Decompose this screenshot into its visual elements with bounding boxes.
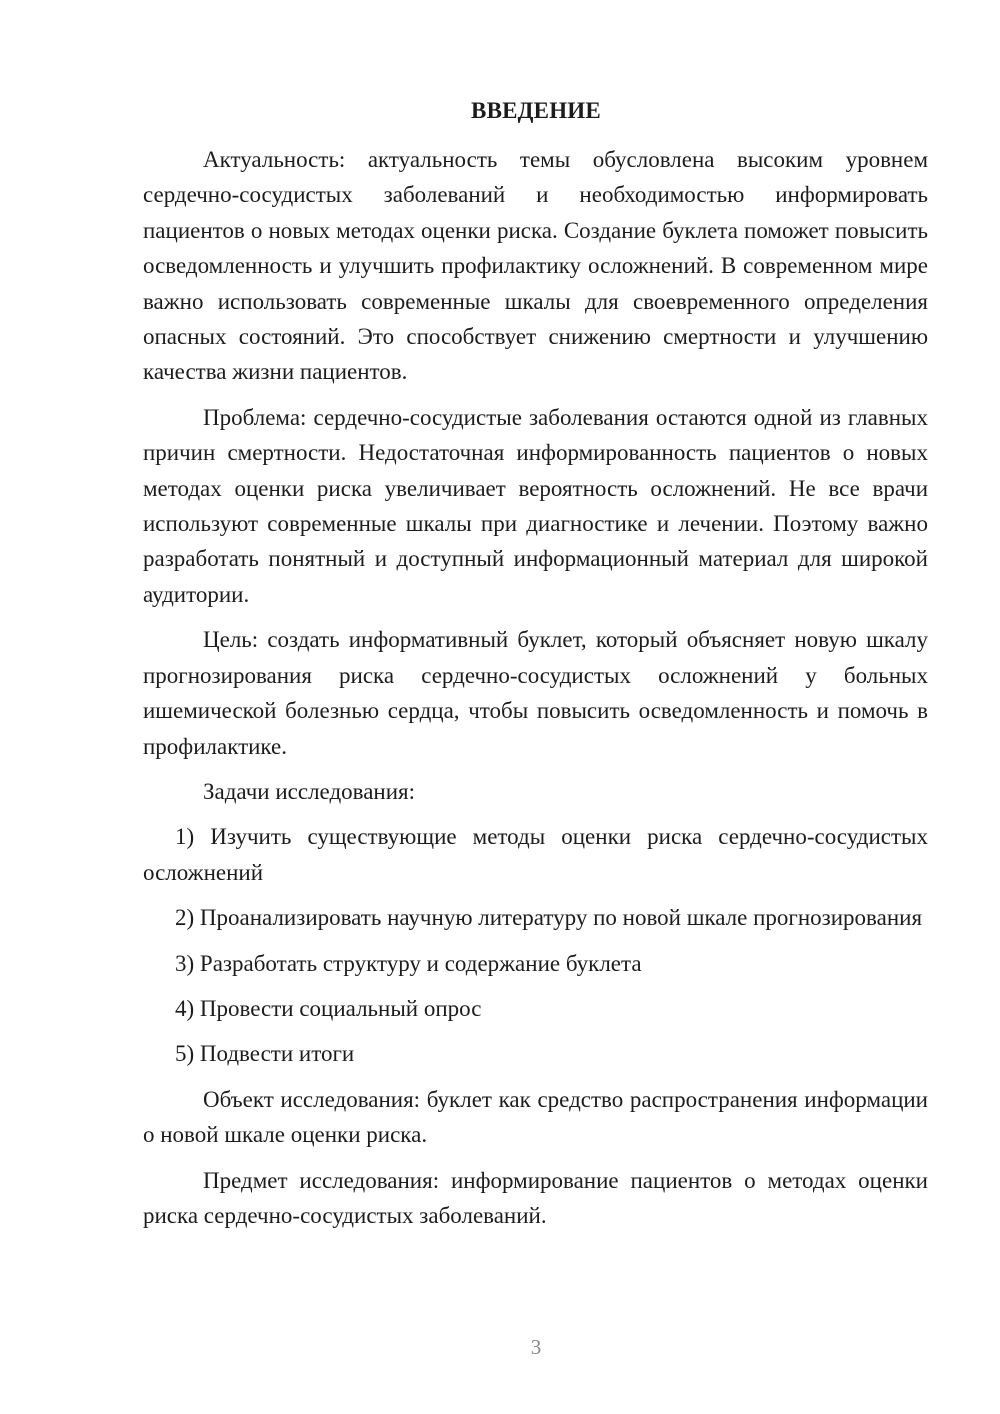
paragraph-goal: Цель: создать информативный буклет, который объясняет новую шкалу прогнозирования риска сердечно-сосудистых осложнений у больных ишемической болезнью сердца, чтобы повысить осведомленность и помочь в профилактике. (143, 627, 928, 759)
list-item: 5) Подвести итоги (175, 1041, 355, 1067)
page-title: ВВЕДЕНИЕ (471, 98, 601, 123)
tasks-title: Задачи исследования: (203, 778, 416, 804)
paragraph-problem: Проблема: сердечно-сосудистые заболевания остаются одной из главных причин смертности. Недостаточная информированность пациентов о новых методах оценки риска увеличивает вероятность осложнений. Не все врачи используют современные шкалы при диагностике и лечении. Поэтому важно разработать понятный и доступный информационный материал для широкой аудитории. (143, 404, 928, 607)
page-number: 3 (530, 1335, 542, 1359)
list-item: 1) Изучить существующие методы оценки риска сердечно-сосудистых осложнений (143, 824, 928, 885)
paragraph-object: Объект исследования: буклет как средство распространения информации о новой шкале оценки риска. (143, 1086, 928, 1148)
body-text (143, 142, 928, 1233)
tasks-list (143, 819, 928, 1071)
list-item: 4) Провести социальный опрос (175, 995, 482, 1021)
paragraph-subject: Предмет исследования: информирование пациентов о методах оценки риска сердечно-сосудистых заболеваний. (143, 1167, 928, 1228)
paragraph-relevance: Актуальность: актуальность темы обусловлена высоким уровнем сердечно-сосудистых заболеваний и необходимостью информировать пациентов о новых методах оценки риска. Создание буклета поможет повысить осведомленность и улучшить профилактику осложнений. В современном мире важно использовать современные шкалы для своевременного определения опасных состояний. Это способствует снижению смертности и улучшению качества жизни пациентов. (143, 147, 928, 385)
list-item: 3) Разработать структуру и содержание буклета (175, 950, 642, 976)
list-item: 2) Проанализировать научную литературу по новой шкале прогнозирования (175, 905, 923, 931)
